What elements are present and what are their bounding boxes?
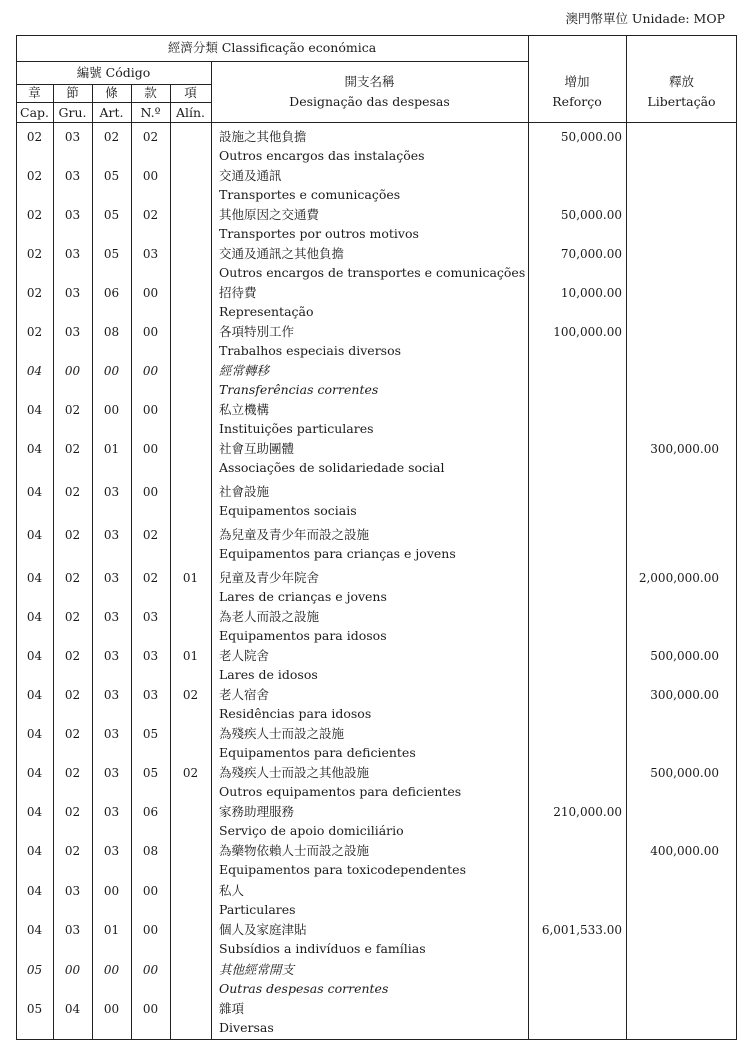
designation-pt: Particulares xyxy=(219,902,296,917)
code-cell-art: 03 xyxy=(103,844,120,858)
code-cell-n: 00 xyxy=(142,364,159,378)
code-cell-cap: 04 xyxy=(26,766,43,780)
col-n-pt: N.º xyxy=(140,105,161,120)
reforco-amount: 10,000.00 xyxy=(560,286,622,300)
designation-pt: Associações de solidariedade social xyxy=(219,460,445,475)
reforco-header-zh: 增加 xyxy=(564,74,590,89)
code-cell-gru: 00 xyxy=(64,364,81,378)
col-cap-zh: 章 xyxy=(28,85,41,100)
designation-zh: 交通及通訊之其他負擔 xyxy=(219,246,345,261)
code-cell-art: 00 xyxy=(103,963,120,977)
code-cell-n: 00 xyxy=(142,884,159,898)
code-cell-n: 02 xyxy=(142,571,159,585)
code-cell-cap: 02 xyxy=(26,130,43,144)
libertacao-amount: 500,000.00 xyxy=(650,649,719,663)
code-cell-n: 03 xyxy=(142,247,159,261)
designation-zh: 交通及通訊 xyxy=(219,168,282,183)
code-cell-gru: 02 xyxy=(64,805,81,819)
code-cell-cap: 04 xyxy=(26,442,43,456)
code-cell-gru: 04 xyxy=(64,1002,81,1016)
designation-pt: Equipamentos para toxicodependentes xyxy=(219,862,466,877)
code-cell-gru: 02 xyxy=(64,766,81,780)
reforco-amount: 70,000.00 xyxy=(560,247,622,261)
col-n-zh: 款 xyxy=(144,85,157,100)
code-cell-art: 01 xyxy=(103,923,120,937)
code-cell-gru: 02 xyxy=(64,727,81,741)
designation-zh: 為殘疾人士而設之設施 xyxy=(219,726,345,741)
code-cell-n: 00 xyxy=(142,286,159,300)
code-cell-gru: 02 xyxy=(64,844,81,858)
code-cell-n: 03 xyxy=(142,688,159,702)
code-cell-gru: 02 xyxy=(64,485,81,499)
code-cell-cap: 02 xyxy=(26,169,43,183)
row-divider xyxy=(16,102,211,103)
code-cell-n: 00 xyxy=(142,325,159,339)
designation-zh: 雜項 xyxy=(219,1001,245,1016)
reforco-amount: 50,000.00 xyxy=(560,208,622,222)
code-cell-n: 03 xyxy=(142,649,159,663)
code-cell-gru: 02 xyxy=(64,649,81,663)
col-alin-zh: 項 xyxy=(184,85,197,100)
code-cell-gru: 02 xyxy=(64,403,81,417)
designation-pt: Outros encargos das instalações xyxy=(219,148,425,163)
currency-unit-label: 澳門幣單位 Unidade: MOP xyxy=(565,11,725,26)
designation-zh: 兒童及青少年院舍 xyxy=(219,570,320,585)
code-cell-gru: 02 xyxy=(64,688,81,702)
code-cell-n: 00 xyxy=(142,403,159,417)
col-cap-pt: Cap. xyxy=(20,105,49,120)
designation-zh: 老人宿舍 xyxy=(219,687,270,702)
code-header: 編號 Código xyxy=(76,65,151,80)
code-cell-n: 05 xyxy=(142,727,159,741)
code-cell-art: 03 xyxy=(103,571,120,585)
designation-zh: 設施之其他負擔 xyxy=(219,129,307,144)
designation-zh: 經常轉移 xyxy=(219,363,270,378)
code-cell-art: 02 xyxy=(103,130,120,144)
libertacao-header-pt: Libertação xyxy=(647,94,716,109)
designation-pt: Lares de idosos xyxy=(219,667,318,682)
code-cell-cap: 04 xyxy=(26,485,43,499)
code-cell-art: 00 xyxy=(103,1002,120,1016)
code-cell-art: 08 xyxy=(103,325,120,339)
code-cell-cap: 04 xyxy=(26,884,43,898)
code-cell-cap: 04 xyxy=(26,727,43,741)
designation-pt: Equipamentos para deficientes xyxy=(219,745,416,760)
code-cell-art: 03 xyxy=(103,610,120,624)
code-cell-alin: 02 xyxy=(182,688,199,702)
designation-pt: Serviço de apoio domiciliário xyxy=(219,823,404,838)
libertacao-amount: 500,000.00 xyxy=(650,766,719,780)
code-cell-art: 00 xyxy=(103,884,120,898)
code-cell-art: 05 xyxy=(103,169,120,183)
code-cell-n: 00 xyxy=(142,923,159,937)
code-cell-n: 05 xyxy=(142,766,159,780)
code-cell-cap: 02 xyxy=(26,286,43,300)
row-divider xyxy=(16,61,528,62)
libertacao-amount: 300,000.00 xyxy=(650,688,719,702)
col-divider xyxy=(528,35,529,1040)
code-cell-n: 06 xyxy=(142,805,159,819)
code-cell-alin: 02 xyxy=(182,766,199,780)
code-cell-cap: 02 xyxy=(26,325,43,339)
code-cell-gru: 00 xyxy=(64,963,81,977)
code-cell-art: 01 xyxy=(103,442,120,456)
designation-pt: Outros equipamentos para deficientes xyxy=(219,784,462,799)
reforco-amount: 210,000.00 xyxy=(553,805,622,819)
designation-zh: 各項特別工作 xyxy=(219,324,295,339)
designation-pt: Equipamentos para crianças e jovens xyxy=(219,546,456,561)
code-cell-cap: 04 xyxy=(26,805,43,819)
libertacao-amount: 400,000.00 xyxy=(650,844,719,858)
code-cell-gru: 03 xyxy=(64,208,81,222)
code-cell-n: 00 xyxy=(142,442,159,456)
col-divider xyxy=(211,61,212,1040)
code-cell-art: 06 xyxy=(103,286,120,300)
designation-zh: 為老人而設之設施 xyxy=(219,609,320,624)
designation-pt: Subsídios a indivíduos e famílias xyxy=(219,941,426,956)
code-cell-n: 00 xyxy=(142,169,159,183)
designation-zh: 其他原因之交通費 xyxy=(219,207,320,222)
code-cell-art: 03 xyxy=(103,727,120,741)
col-divider xyxy=(626,35,627,1040)
code-cell-art: 03 xyxy=(103,649,120,663)
designation-pt: Outras despesas correntes xyxy=(219,981,389,996)
col-gru-zh: 節 xyxy=(66,85,79,100)
designation-zh: 個人及家庭津貼 xyxy=(219,922,307,937)
code-cell-n: 08 xyxy=(142,844,159,858)
designation-pt: Equipamentos para idosos xyxy=(219,628,387,643)
code-cell-cap: 04 xyxy=(26,923,43,937)
code-cell-gru: 02 xyxy=(64,571,81,585)
code-cell-art: 03 xyxy=(103,805,120,819)
col-gru-pt: Gru. xyxy=(58,105,87,120)
designation-zh: 私人 xyxy=(219,883,245,898)
designation-zh: 其他經常開支 xyxy=(219,962,295,977)
classification-header: 經濟分類 Classificação económica xyxy=(167,40,377,55)
reforco-header-pt: Reforço xyxy=(552,94,602,109)
code-cell-gru: 02 xyxy=(64,442,81,456)
designation-pt: Outros encargos de transportes e comunicações xyxy=(219,265,526,280)
designation-zh: 為藥物依賴人士而設之設施 xyxy=(219,843,370,858)
code-cell-art: 05 xyxy=(103,247,120,261)
code-cell-art: 00 xyxy=(103,403,120,417)
designation-zh: 社會設施 xyxy=(219,484,270,499)
code-cell-art: 03 xyxy=(103,688,120,702)
code-cell-gru: 03 xyxy=(64,325,81,339)
code-cell-cap: 02 xyxy=(26,208,43,222)
code-cell-art: 05 xyxy=(103,208,120,222)
code-cell-n: 00 xyxy=(142,485,159,499)
code-cell-n: 00 xyxy=(142,1002,159,1016)
designation-zh: 為兒童及青少年而設之設施 xyxy=(219,527,370,542)
code-cell-gru: 03 xyxy=(64,884,81,898)
libertacao-amount: 300,000.00 xyxy=(650,442,719,456)
col-art-pt: Art. xyxy=(99,105,124,120)
col-art-zh: 條 xyxy=(105,85,118,100)
code-cell-n: 02 xyxy=(142,528,159,542)
code-cell-art: 03 xyxy=(103,485,120,499)
col-divider xyxy=(170,84,171,1040)
designation-pt: Transferências correntes xyxy=(219,382,379,397)
code-cell-alin: 01 xyxy=(182,571,199,585)
designation-pt: Instituições particulares xyxy=(219,421,374,436)
designation-zh: 家務助理服務 xyxy=(219,804,295,819)
code-cell-cap: 02 xyxy=(26,247,43,261)
code-cell-n: 02 xyxy=(142,208,159,222)
designation-zh: 為殘疾人士而設之其他設施 xyxy=(219,765,370,780)
code-cell-gru: 03 xyxy=(64,130,81,144)
code-cell-cap: 04 xyxy=(26,571,43,585)
code-cell-cap: 04 xyxy=(26,688,43,702)
designation-header-zh: 開支名稱 xyxy=(344,74,395,89)
code-cell-cap: 04 xyxy=(26,528,43,542)
code-cell-gru: 02 xyxy=(64,610,81,624)
designation-pt: Transportes e comunicações xyxy=(219,187,401,202)
code-cell-n: 03 xyxy=(142,610,159,624)
code-cell-cap: 04 xyxy=(26,610,43,624)
code-cell-cap: 05 xyxy=(26,1002,43,1016)
code-cell-cap: 04 xyxy=(26,649,43,663)
code-cell-n: 02 xyxy=(142,130,159,144)
designation-header-pt: Designação das despesas xyxy=(289,94,450,109)
code-cell-art: 03 xyxy=(103,766,120,780)
designation-pt: Diversas xyxy=(219,1020,274,1035)
col-alin-pt: Alín. xyxy=(175,105,206,120)
code-cell-gru: 03 xyxy=(64,247,81,261)
libertacao-amount: 2,000,000.00 xyxy=(638,571,719,585)
code-cell-art: 00 xyxy=(103,364,120,378)
designation-pt: Equipamentos sociais xyxy=(219,503,357,518)
designation-pt: Lares de crianças e jovens xyxy=(219,589,387,604)
designation-zh: 社會互助團體 xyxy=(219,441,295,456)
designation-zh: 老人院舍 xyxy=(219,648,270,663)
designation-zh: 招待費 xyxy=(219,285,257,300)
designation-pt: Trabalhos especiais diversos xyxy=(219,343,402,358)
code-cell-cap: 04 xyxy=(26,364,43,378)
designation-pt: Transportes por outros motivos xyxy=(219,226,419,241)
libertacao-header-zh: 釋放 xyxy=(668,74,694,89)
code-cell-gru: 03 xyxy=(64,286,81,300)
reforco-amount: 50,000.00 xyxy=(560,130,622,144)
code-cell-alin: 01 xyxy=(182,649,199,663)
code-cell-n: 00 xyxy=(142,963,159,977)
code-cell-cap: 04 xyxy=(26,844,43,858)
reforco-amount: 6,001,533.00 xyxy=(541,923,622,937)
designation-zh: 私立機構 xyxy=(219,402,270,417)
reforco-amount: 100,000.00 xyxy=(553,325,622,339)
code-cell-cap: 04 xyxy=(26,403,43,417)
row-divider xyxy=(16,122,737,123)
code-cell-gru: 03 xyxy=(64,169,81,183)
code-cell-gru: 03 xyxy=(64,923,81,937)
code-cell-gru: 02 xyxy=(64,528,81,542)
code-cell-cap: 05 xyxy=(26,963,43,977)
designation-pt: Representação xyxy=(219,304,314,319)
designation-pt: Residências para idosos xyxy=(219,706,372,721)
code-cell-art: 03 xyxy=(103,528,120,542)
